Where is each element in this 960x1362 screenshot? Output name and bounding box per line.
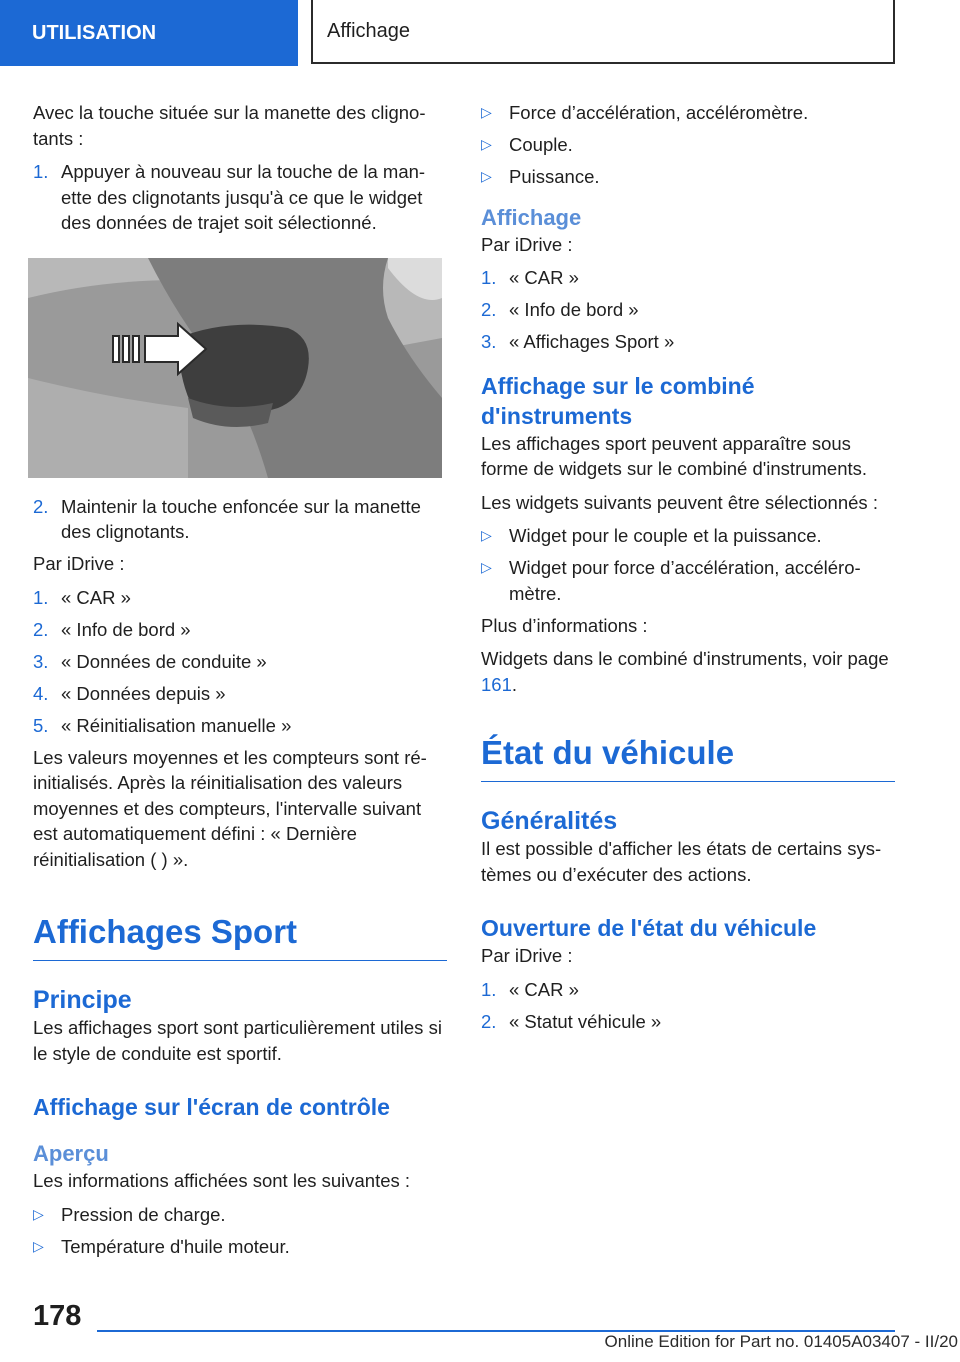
intro-paragraph: Avec la touche située sur la manette des cligno-tants : xyxy=(33,102,426,149)
widgets-reference: Widgets dans le combiné d'instruments, voir page 161. xyxy=(481,648,889,695)
idrive-label: Par iDrive : xyxy=(481,233,573,255)
header-chapter-label: Affichage xyxy=(327,19,411,42)
triangle-bullet-icon: ▷ xyxy=(33,1237,44,1254)
steps-list-2 xyxy=(33,494,447,545)
list-text: Appuyer à nouveau sur la touche de la man-ette des clignotants jusqu'à ce que le widget des données de trajet soit sélectionné. xyxy=(61,161,426,233)
list-text: Température d'huile moteur. xyxy=(61,1235,290,1257)
list-item xyxy=(33,494,447,545)
list-item xyxy=(481,297,895,323)
list-item xyxy=(481,329,895,355)
triangle-bullet-icon: ▷ xyxy=(481,104,492,120)
list-number: 2. xyxy=(33,618,49,640)
heading-combine-instruments: Affichage sur le combiné d'instruments xyxy=(481,372,755,429)
left-column xyxy=(33,100,447,1266)
combine-paragraph: Les affichages sport peuvent apparaître sous forme de widgets sur le combiné d'instruments. xyxy=(481,432,868,479)
list-text: « Info de bord » xyxy=(61,618,191,640)
list-item xyxy=(481,977,895,1003)
list-text: « Statut véhicule » xyxy=(509,1010,662,1032)
list-number: 1. xyxy=(33,161,49,182)
heading-ouverture-etat: Ouverture de l'état du véhicule xyxy=(481,915,817,941)
list-text: Force d’accélération, accéléromètre. xyxy=(509,102,809,123)
list-text: Widget pour force d’accélération, accéléro-mètre. xyxy=(509,557,861,604)
heading-generalites: Généralités xyxy=(481,807,618,835)
heading-affichage: Affichage xyxy=(481,204,582,230)
steps-list-1 xyxy=(33,159,447,236)
footer-edition: Online Edition for Part no. 01405A03407 - II/20 xyxy=(604,1332,958,1351)
list-text: « Réinitialisation manuelle » xyxy=(61,714,292,736)
header-section-tab xyxy=(0,0,298,66)
reset-paragraph: Les valeurs moyennes et les compteurs sont ré-initialisés. Après la réinitialisation des valeurs moyennes et des compteurs, l'intervalle suivant est automatiquement défini : « Dernière réinitialisation ( ) ». xyxy=(33,746,427,870)
triangle-bullet-icon: ▷ xyxy=(481,527,492,543)
triangle-bullet-icon: ▷ xyxy=(481,168,492,184)
list-item xyxy=(481,132,895,158)
idrive-label: Par iDrive : xyxy=(33,553,125,574)
widgets-paragraph: Les widgets suivants peuvent être sélectionnés : xyxy=(481,491,878,513)
list-text: Pression de charge. xyxy=(61,1203,226,1225)
idrive-label-2: Par iDrive : xyxy=(481,945,573,966)
list-item xyxy=(481,265,895,291)
idrive-menu-list-2 xyxy=(481,977,895,1035)
idrive-menu-list xyxy=(481,265,895,355)
apercu-paragraph: Les informations affichées sont les suivantes : xyxy=(33,1170,411,1191)
widgets-list xyxy=(481,523,895,606)
list-item xyxy=(481,100,895,126)
heading-ecran-controle: Affichage sur l'écran de contrôle xyxy=(33,1094,390,1120)
list-text: « CAR » xyxy=(509,978,579,1000)
list-number: 5. xyxy=(33,714,49,736)
list-number: 2. xyxy=(33,495,49,517)
apercu-list-continued xyxy=(481,100,895,190)
list-number: 1. xyxy=(481,267,497,288)
list-text: « Affichages Sport » xyxy=(509,331,675,352)
idrive-menu-list xyxy=(33,585,447,739)
page-161-link[interactable]: 161 xyxy=(481,673,512,695)
list-number: 2. xyxy=(481,1010,497,1032)
triangle-bullet-icon: ▷ xyxy=(481,136,492,152)
list-item xyxy=(481,1009,895,1035)
list-item xyxy=(481,555,895,606)
list-text: « CAR » xyxy=(61,586,131,608)
right-column xyxy=(481,100,895,1041)
list-text: « Données de conduite » xyxy=(61,650,267,672)
page-number: 178 xyxy=(33,1300,82,1332)
list-text: « Données depuis » xyxy=(61,682,226,704)
heading-etat-vehicule: État du véhicule xyxy=(481,733,895,782)
list-item xyxy=(33,1234,447,1260)
list-item xyxy=(33,649,447,675)
list-number: 2. xyxy=(481,299,497,320)
triangle-bullet-icon: ▷ xyxy=(33,1205,44,1222)
list-item xyxy=(33,585,447,611)
heading-affichages-sport: Affichages Sport xyxy=(33,912,447,961)
header-chapter-tab xyxy=(311,0,895,64)
heading-principe: Principe xyxy=(33,986,132,1014)
list-number: 3. xyxy=(33,650,49,672)
widgets-reference-text: Widgets dans le combiné d'instruments, voir page xyxy=(481,648,889,669)
principe-paragraph: Les affichages sport sont particulièrement utiles si le style de conduite est sportif. xyxy=(33,1017,442,1064)
list-item xyxy=(481,164,895,190)
list-number: 4. xyxy=(33,682,49,704)
list-item xyxy=(33,1202,447,1228)
triangle-bullet-icon: ▷ xyxy=(481,559,492,575)
list-text: Maintenir la touche enfoncée sur la manette des clignotants. xyxy=(61,495,421,542)
apercu-list xyxy=(33,1202,447,1260)
list-number: 1. xyxy=(481,978,497,1000)
stalk-illustration xyxy=(28,258,442,478)
list-text: « Info de bord » xyxy=(509,299,639,320)
header-section-label: UTILISATION xyxy=(32,21,157,44)
generalites-paragraph: Il est possible d'afficher les états de certains sys-tèmes ou d’exécuter des actions. xyxy=(481,838,882,885)
more-info-label: Plus d’informations : xyxy=(481,614,648,636)
list-text: « CAR » xyxy=(509,267,579,288)
list-text: Puissance. xyxy=(509,166,600,187)
list-text: Widget pour le couple et la puissance. xyxy=(509,525,822,546)
list-item xyxy=(33,159,447,236)
turn-signal-stalk-figure xyxy=(28,258,442,478)
list-item xyxy=(33,713,447,739)
list-item xyxy=(481,523,895,549)
list-number: 1. xyxy=(33,586,49,608)
heading-apercu: Aperçu xyxy=(33,1141,109,1166)
list-number: 3. xyxy=(481,331,497,352)
list-text: Couple. xyxy=(509,134,573,155)
list-item xyxy=(33,681,447,707)
list-item xyxy=(33,617,447,643)
